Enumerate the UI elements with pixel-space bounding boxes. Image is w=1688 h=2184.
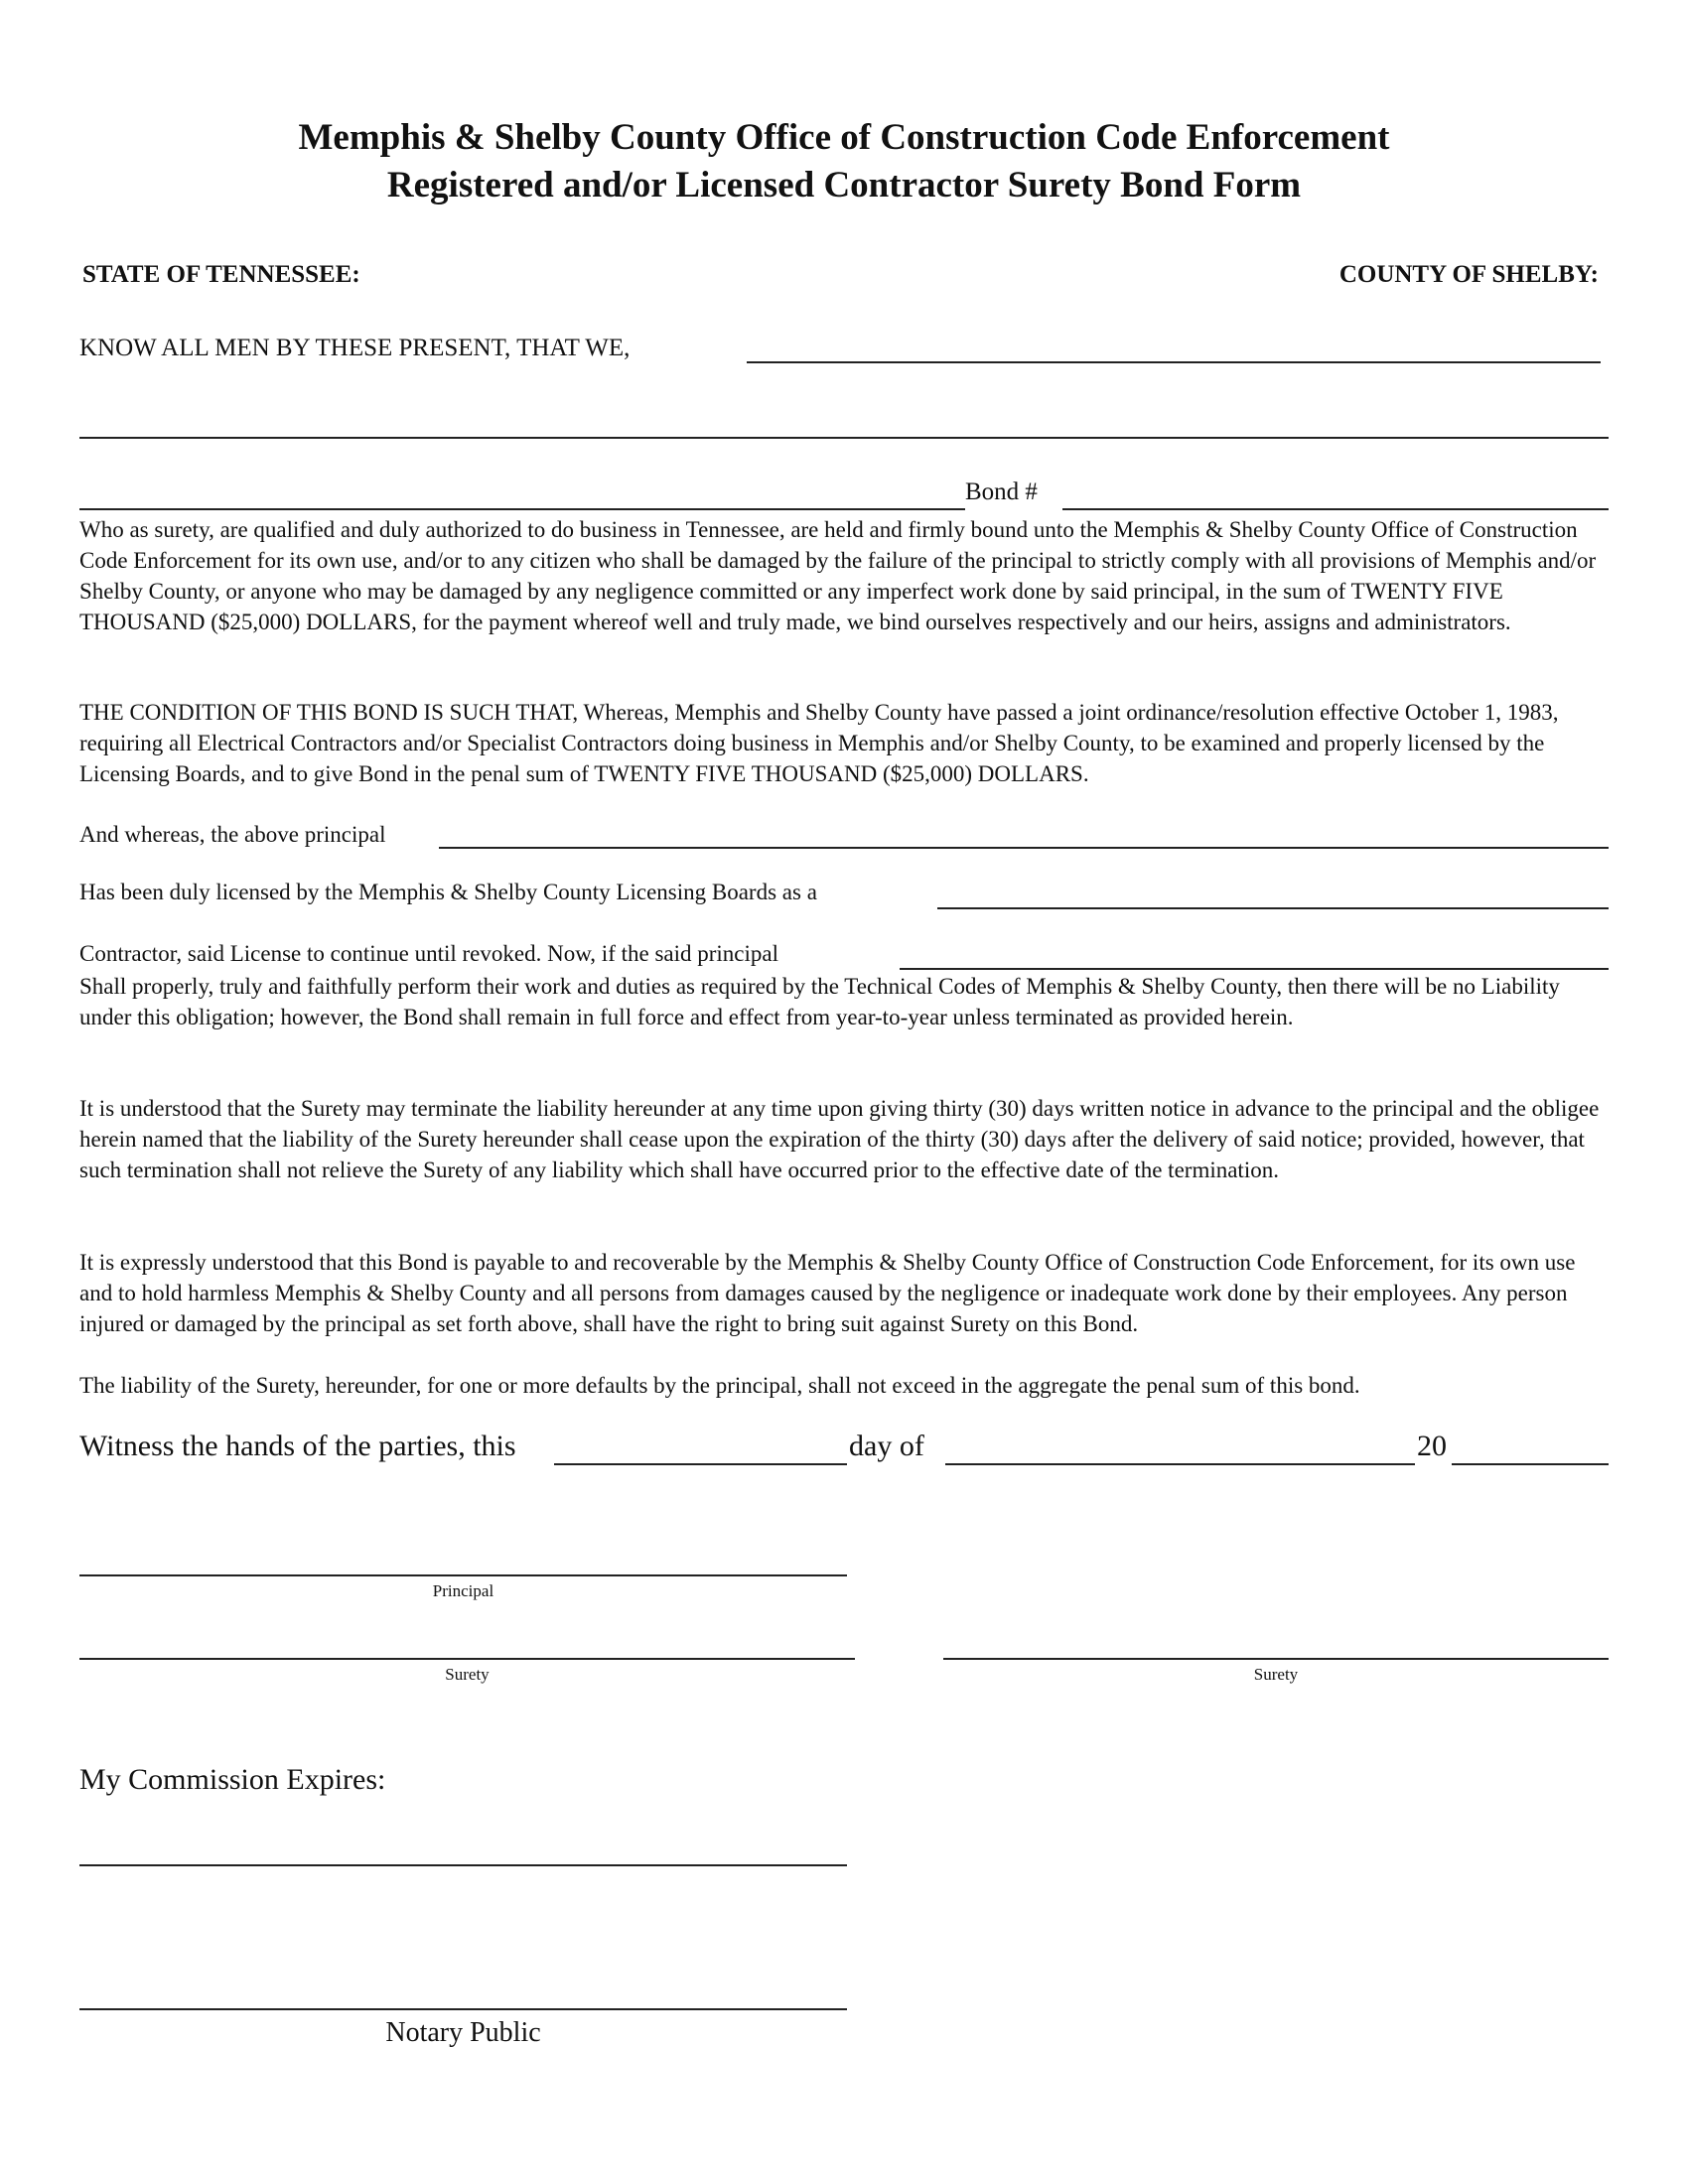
surety-signature-label-right: Surety: [1253, 1665, 1299, 1684]
witness-day-line[interactable]: [554, 1463, 847, 1465]
bond-number-line[interactable]: [1062, 508, 1609, 510]
surety-signature-label-left: Surety: [445, 1665, 490, 1684]
licensed-as-label: Has been duly licensed by the Memphis & Shelby County Licensing Boards as a: [79, 880, 817, 904]
notary-public-label: Notary Public: [385, 2017, 541, 2048]
form-title-line1: Memphis & Shelby County Office of Construction Code Enforcement: [298, 117, 1390, 158]
day-of-label: day of: [849, 1430, 924, 1462]
surety-signature-line-left[interactable]: [79, 1658, 855, 1660]
state-label: STATE OF TENNESSEE:: [82, 261, 360, 288]
principal-name-line-2[interactable]: [900, 968, 1609, 970]
termination-paragraph: It is understood that the Surety may terminate the liability hereunder at any time upon giving thirty (30) days written notice in advance to the principal and the obligee herein named that the liability of the Surety hereunder shall cease upon the expiration of the thirty (30) days after the delivery of said notice; provided, however, that such termination shall not relieve the Surety of any liability which shall have occurred prior to the effective date of the termination.: [79, 1096, 1600, 1182]
know-all-men-text: KNOW ALL MEN BY THESE PRESENT, THAT WE,: [79, 335, 631, 361]
principal-signature-label: Principal: [432, 1581, 494, 1600]
notary-signature-line[interactable]: [79, 2008, 847, 2010]
contractor-label: Contractor, said License to continue until revoked. Now, if the said principal: [79, 941, 779, 966]
obligor-name-line[interactable]: [747, 361, 1601, 363]
surety-name-line[interactable]: [79, 508, 965, 510]
commission-expires-label: My Commission Expires:: [79, 1763, 386, 1796]
performance-paragraph: Shall properly, truly and faithfully perform their work and duties as required by the Technical Codes of Memphis & Shelby County, then there will be no Liability under this obligation; however, the Bond shall remain in full force and effect from year-to-year unless terminated as provided herein.: [79, 974, 1560, 1029]
obligor-name-line-2[interactable]: [79, 437, 1609, 439]
license-type-line[interactable]: [937, 907, 1609, 909]
payable-paragraph: It is expressly understood that this Bond is payable to and recoverable by the Memphis & Shelby County Office of Construction Code Enforcement, for its own use and to hold harmless Memphis & Shelby County and all persons from damages caused by the negligence or inadequate work done by their employees. Any person injured or damaged by the principal as set forth above, shall have the right to bring suit against Surety on this Bond.: [79, 1250, 1576, 1336]
county-label: COUNTY OF SHELBY:: [1338, 261, 1599, 288]
surety-paragraph: Who as surety, are qualified and duly authorized to do business in Tennessee, are held and firmly bound unto the Memphis & Shelby County Office of Construction Code Enforcement for its own use, and/or to any citizen who shall be damaged by the failure of the principal to strictly comply with all provisions of Memphis and/or Shelby County, or anyone who may be damaged by any negligence committed or any imperfect work done by said principal, in the sum of TWENTY FIVE THOUSAND ($25,000) DOLLARS, for the payment whereof well and truly made, we bind ourselves respectively and our heirs, assigns and administrators.: [79, 517, 1597, 634]
year-prefix-label: 20: [1417, 1430, 1447, 1462]
commission-expires-line[interactable]: [79, 1864, 847, 1866]
principal-signature-line[interactable]: [79, 1574, 847, 1576]
bond-number-label: Bond #: [965, 478, 1038, 505]
witness-year-line[interactable]: [1452, 1463, 1609, 1465]
witness-label: Witness the hands of the parties, this: [79, 1430, 516, 1462]
condition-paragraph: THE CONDITION OF THIS BOND IS SUCH THAT, Whereas, Memphis and Shelby County have passed a joint ordinance/resolution effective October 1, 1983, requiring all Electrical Contractors and/or Specialist Contractors doing business in Memphis and/or Shelby County, to be examined and properly licensed by the Licensing Boards, and to give Bond in the penal sum of TWENTY FIVE THOUSAND ($25,000) DOLLARS.: [79, 700, 1559, 786]
surety-signature-line-right[interactable]: [943, 1658, 1609, 1660]
principal-name-line[interactable]: [439, 847, 1609, 849]
witness-month-line[interactable]: [945, 1463, 1415, 1465]
liability-paragraph: The liability of the Surety, hereunder, for one or more defaults by the principal, shall not exceed in the aggregate the penal sum of this bond.: [79, 1373, 1360, 1398]
form-title-line2: Registered and/or Licensed Contractor Surety Bond Form: [386, 165, 1302, 205]
whereas-principal-label: And whereas, the above principal: [79, 822, 386, 847]
